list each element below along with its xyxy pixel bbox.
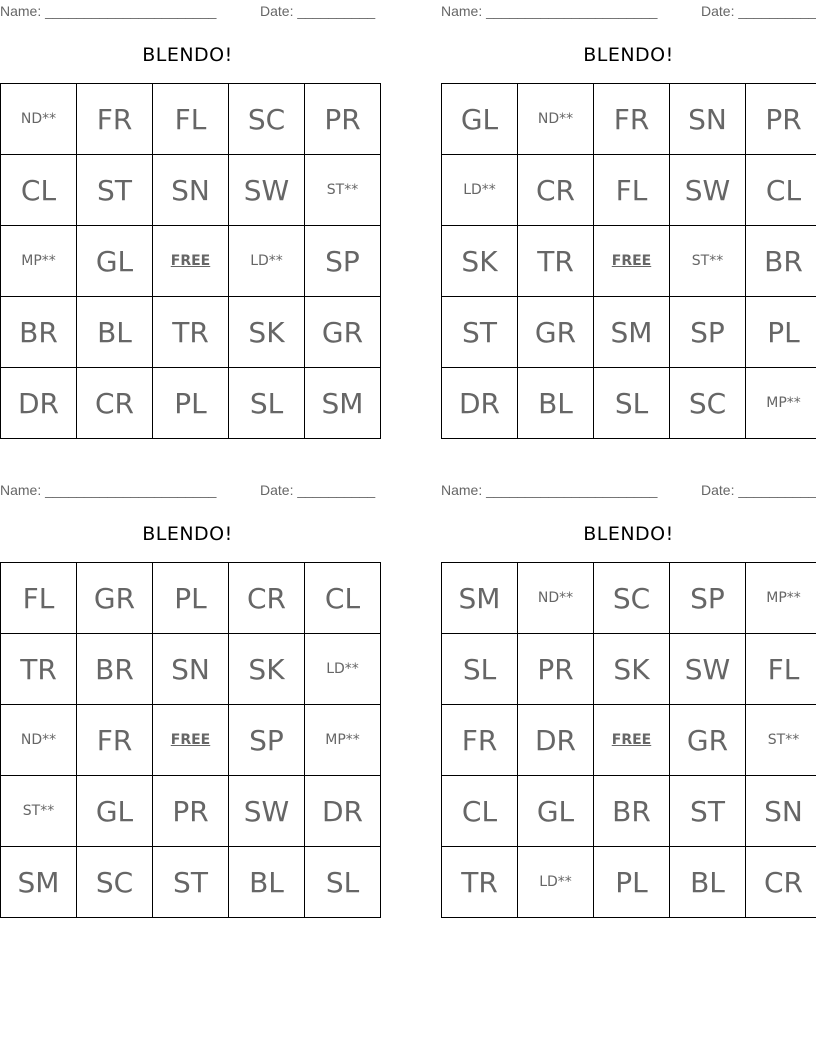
card-title: BLENDO! — [583, 44, 674, 66]
grid-row — [1, 776, 381, 847]
bingo-cell: SM — [305, 368, 381, 439]
bingo-grid — [441, 562, 816, 918]
bingo-cell: SW — [670, 634, 746, 705]
bingo-cell: LD** — [442, 155, 518, 226]
bingo-cell: GL — [77, 776, 153, 847]
bingo-cell: CL — [442, 776, 518, 847]
bingo-cell: ND** — [1, 705, 77, 776]
free-space-cell: FREE — [153, 226, 229, 297]
bingo-cell: DR — [442, 368, 518, 439]
bingo-cell: PR — [305, 84, 381, 155]
bingo-cell: BR — [1, 297, 77, 368]
bingo-cell: SK — [594, 634, 670, 705]
bingo-cell: FR — [77, 705, 153, 776]
grid-row — [442, 705, 816, 776]
bingo-cell: LD** — [229, 226, 305, 297]
bingo-cell: BL — [670, 847, 746, 918]
card-title: BLENDO! — [142, 523, 233, 545]
bingo-cell: PR — [518, 634, 594, 705]
bingo-cell: FR — [442, 705, 518, 776]
bingo-cell: ST** — [670, 226, 746, 297]
bingo-cell: SK — [229, 297, 305, 368]
bingo-cell: SN — [153, 634, 229, 705]
bingo-cell: BR — [77, 634, 153, 705]
bingo-cell: GR — [305, 297, 381, 368]
free-space-cell: FREE — [594, 705, 670, 776]
name-date-row — [0, 0, 375, 22]
bingo-cell: CL — [305, 563, 381, 634]
bingo-cell: LD** — [518, 847, 594, 918]
bingo-cell: PL — [153, 563, 229, 634]
grid-row — [1, 84, 381, 155]
bingo-grid — [0, 83, 381, 439]
bingo-cell: PL — [153, 368, 229, 439]
grid-row — [1, 368, 381, 439]
bingo-cell: MP** — [746, 563, 816, 634]
free-space-cell: FREE — [153, 705, 229, 776]
bingo-grid — [441, 83, 816, 439]
grid-row — [442, 226, 816, 297]
bingo-cell: MP** — [746, 368, 816, 439]
bingo-cell: FL — [594, 155, 670, 226]
name-date-row — [441, 479, 816, 501]
bingo-cell: SC — [670, 368, 746, 439]
bingo-cell: ND** — [1, 84, 77, 155]
bingo-cell: FR — [77, 84, 153, 155]
bingo-cell: PR — [746, 84, 816, 155]
date-field-label: Date: __________ — [260, 3, 376, 19]
grid-row — [1, 155, 381, 226]
free-space-cell: FREE — [594, 226, 670, 297]
bingo-cell: SL — [305, 847, 381, 918]
bingo-cell: SL — [229, 368, 305, 439]
bingo-cell: LD** — [305, 634, 381, 705]
bingo-cell: SN — [746, 776, 816, 847]
bingo-cell: BL — [229, 847, 305, 918]
bingo-cell: SM — [1, 847, 77, 918]
bingo-cell: ST — [442, 297, 518, 368]
bingo-cell: SK — [442, 226, 518, 297]
bingo-cell: SN — [153, 155, 229, 226]
bingo-cell: PR — [153, 776, 229, 847]
bingo-cell: SK — [229, 634, 305, 705]
bingo-cell: ST — [153, 847, 229, 918]
bingo-cell: ST — [670, 776, 746, 847]
name-field-label: Name: ______________________ — [0, 482, 217, 498]
grid-row — [1, 297, 381, 368]
bingo-cell: SP — [670, 297, 746, 368]
date-field-label: Date: __________ — [260, 482, 376, 498]
bingo-cell: CR — [77, 368, 153, 439]
bingo-cell: ST** — [1, 776, 77, 847]
bingo-cell: FL — [1, 563, 77, 634]
date-field-label: Date: __________ — [701, 3, 816, 19]
bingo-cell: DR — [1, 368, 77, 439]
bingo-cell: CR — [746, 847, 816, 918]
bingo-cell: TR — [442, 847, 518, 918]
bingo-cell: ST — [77, 155, 153, 226]
bingo-cell: SW — [229, 776, 305, 847]
bingo-cell: SP — [305, 226, 381, 297]
bingo-cell: SC — [229, 84, 305, 155]
grid-row — [442, 297, 816, 368]
bingo-cell: ND** — [518, 563, 594, 634]
bingo-cell: SW — [670, 155, 746, 226]
grid-row — [1, 226, 381, 297]
bingo-cell: BL — [77, 297, 153, 368]
grid-row — [1, 705, 381, 776]
grid-row — [1, 563, 381, 634]
bingo-cell: TR — [1, 634, 77, 705]
card-title: BLENDO! — [142, 44, 233, 66]
bingo-cell: SP — [670, 563, 746, 634]
bingo-cell: CL — [1, 155, 77, 226]
bingo-cell: SM — [594, 297, 670, 368]
grid-row — [442, 368, 816, 439]
bingo-cell: DR — [305, 776, 381, 847]
bingo-cell: PL — [594, 847, 670, 918]
name-field-label: Name: ______________________ — [441, 3, 658, 19]
bingo-cell: PL — [746, 297, 816, 368]
bingo-cell: GL — [518, 776, 594, 847]
bingo-cell: SW — [229, 155, 305, 226]
bingo-cell: CR — [518, 155, 594, 226]
bingo-cell: CL — [746, 155, 816, 226]
bingo-cell: FR — [594, 84, 670, 155]
date-field-label: Date: __________ — [701, 482, 816, 498]
bingo-cell: GR — [670, 705, 746, 776]
name-field-label: Name: ______________________ — [0, 3, 217, 19]
name-date-row — [0, 479, 375, 501]
bingo-cell: CR — [229, 563, 305, 634]
bingo-cell: ST** — [746, 705, 816, 776]
bingo-cell: ND** — [518, 84, 594, 155]
bingo-cell: FL — [153, 84, 229, 155]
bingo-cell: BR — [594, 776, 670, 847]
bingo-cell: MP** — [1, 226, 77, 297]
grid-row — [442, 155, 816, 226]
name-date-row — [441, 0, 816, 22]
bingo-cell: SC — [77, 847, 153, 918]
bingo-cell: BR — [746, 226, 816, 297]
bingo-cell: SL — [442, 634, 518, 705]
bingo-cell: TR — [153, 297, 229, 368]
bingo-cell: TR — [518, 226, 594, 297]
bingo-cell: SN — [670, 84, 746, 155]
bingo-cell: GR — [77, 563, 153, 634]
bingo-cell: GR — [518, 297, 594, 368]
bingo-cell: GL — [77, 226, 153, 297]
grid-row — [442, 776, 816, 847]
bingo-cell: DR — [518, 705, 594, 776]
bingo-cell: ST** — [305, 155, 381, 226]
grid-row — [442, 84, 816, 155]
bingo-cell: SP — [229, 705, 305, 776]
grid-row — [1, 634, 381, 705]
grid-row — [442, 563, 816, 634]
name-field-label: Name: ______________________ — [441, 482, 658, 498]
card-title: BLENDO! — [583, 523, 674, 545]
bingo-cell: FL — [746, 634, 816, 705]
bingo-cell: MP** — [305, 705, 381, 776]
bingo-cell: SM — [442, 563, 518, 634]
bingo-cell: SC — [594, 563, 670, 634]
grid-row — [442, 847, 816, 918]
grid-row — [442, 634, 816, 705]
bingo-cell: SL — [594, 368, 670, 439]
grid-row — [1, 847, 381, 918]
bingo-cell: BL — [518, 368, 594, 439]
bingo-grid — [0, 562, 381, 918]
bingo-cell: GL — [442, 84, 518, 155]
